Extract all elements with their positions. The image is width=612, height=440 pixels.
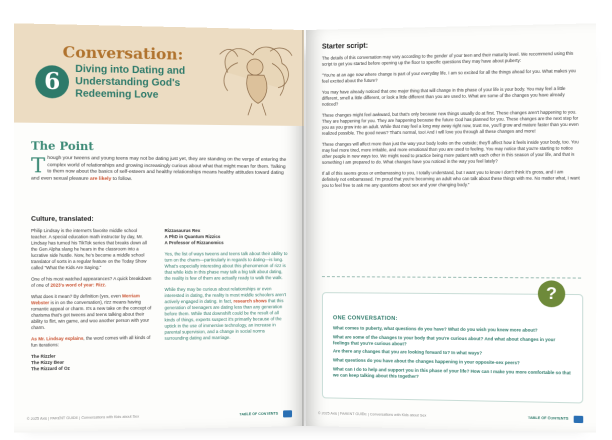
rizz-list	[31, 352, 154, 372]
question-item: What questions do you have about the changes happening in your opposite-sex peers?	[332, 357, 520, 366]
list-item: The Rizzler	[31, 353, 56, 360]
list-item: A Professor of Rizzanomics	[164, 240, 224, 246]
question-item: What comes to puberty, what questions do you have? What do you wish you knew more about?	[332, 325, 538, 333]
culture-column-1	[31, 228, 154, 378]
culture-heading: Culture, translated:	[31, 215, 94, 223]
question-list	[333, 325, 572, 385]
axis-logo-icon	[574, 416, 584, 423]
culture-text: , the word comes with all kinds of fun iterations:	[31, 334, 151, 348]
footer-text: © 2025 Axis | PARENT GUIDE | Conversations with Kids about Sex	[317, 411, 427, 418]
question-item: What are some of the changes to your body that you're curious about? And what about changes in your feelings that you're curious about?	[332, 334, 556, 346]
one-conversation-heading: ONE CONVERSATION:	[332, 315, 398, 322]
the-point-heading: The Point	[31, 139, 94, 154]
script-paragraph: If all of this seems gross or embarrassing to you, I totally understand, but I want you to know I don't think it's gross, and I am definitely not embarrassed. I'm proud that you're becoming an adult who can talk about these things with me. No matter what, I want you to feel free to ask me any questions about sex and your changing body."	[321, 169, 580, 188]
conversation-title: Conversation:	[62, 42, 184, 64]
culture-link[interactable]: Merriam Webster	[31, 293, 140, 306]
point-text-end: to follow.	[111, 176, 133, 182]
culture-column-2	[165, 228, 289, 347]
question-item: Are there any changes that you are looking forward to? In what ways?	[332, 348, 482, 356]
culture-text: that this generation of teenagers are dating less than any generation before them. While that downshift could be the result of all kinds of things, experts suspect it's primarily because of the uptick in the use of immersive technology, an increase in parental supervision, and a change in social norms surrounding dating and marriage.	[164, 298, 284, 341]
one-conversation-box	[322, 283, 583, 403]
script-paragraph: You may have already noticed that one major thing that will change in this phase of your life is your body. You may feel a little different, smell a little different, or look a little different than you are used to. What are some of the changes you have already noticed?	[321, 85, 566, 107]
script-paragraph: The details of this conversation may vary according to the gender of your teen and their maturity level. We recommend using this script to get you started before opening up the floor to specific questions they may have about puberty:	[321, 50, 574, 67]
culture-paragraph	[31, 276, 154, 289]
table-of-contents-link[interactable]: TABLE OF CONTENTS	[239, 411, 279, 417]
conversation-number: 6	[35, 65, 69, 99]
script-paragraph: These changes will affect more than just the way your body looks on the outside; they'll affect how it feels inside your body, too. You may feel more tired, more irritable, and more emotional than you are used to feeling. You may notice that you're starting to notice other people in new ways too. We might need to practice being more patient with each other in this season of your life, and that is something I am prepared to do. What changes have you noticed in the way you feel lately?	[321, 139, 579, 165]
culture-paragraph: Yes, the list of ways tweens and teens talk about their ability to turn on the charm—particularly in regards to dating—is long. What's especially interesting about this phenomenon of rizz is that while kids in this phase may talk a big talk about dating, the reality is few of them are actually ready to walk the walk.	[164, 251, 288, 281]
culture-link[interactable]: research shows	[233, 298, 267, 304]
culture-text: is in on the conversation), rizz means having romantic appeal or charm. It's a new take on the concept of charisma that's got tweens and teens talking about their ability to flirt, win game, and woo another person with your charm.	[31, 299, 152, 331]
rizz-list	[165, 228, 289, 246]
list-item: The Rizzy Bear	[31, 359, 64, 366]
section-divider	[322, 276, 581, 278]
point-text: hough your tweens and young teens may not be dating just yet, they are standing on the verge of entering the complex world of relationships and growing increasingly curious about what that might mean for them. Talking to them now about the basics of self-esteem and healthy relationships means healthy attitudes toward dating and even sexual pleasure	[31, 155, 287, 182]
axis-logo-icon	[283, 410, 292, 417]
culture-text: While they may be curious about relationships or even interested in dating, the reality is most middle schoolers aren't actively engaged in dating. In fact,	[164, 286, 286, 305]
starter-script-body	[322, 50, 581, 193]
page-footer	[27, 410, 292, 424]
culture-text: What does it mean? By definition (yes, even	[31, 293, 123, 300]
list-item: Rizzasaurus Rex	[164, 228, 201, 234]
left-page	[14, 23, 304, 432]
list-item: The Rizzard of Oz	[31, 365, 70, 372]
culture-paragraph	[165, 286, 289, 342]
question-item: What can I do to help and support you in this phase of your life? How can I make you more comfortable so that we can keep talking about this together?	[332, 366, 571, 379]
point-link[interactable]: are likely	[89, 176, 112, 182]
list-item: A PhD in Quantum Rizzics	[164, 234, 221, 240]
chapter-title: Diving into Dating and Understanding God's Redeeming Love	[75, 63, 186, 101]
page-footer	[318, 410, 583, 424]
right-page	[306, 23, 596, 432]
starter-script-heading: Starter script:	[321, 42, 369, 51]
culture-paragraph	[31, 335, 154, 349]
culture-link[interactable]: 2023's word of year: Rizz.	[50, 282, 107, 288]
culture-paragraph: Philip Lindsay is the internet's favorite middle school teacher. A special education math instructor by day, Mr. Lindsay has turned his TikTok series that breaks down all the Gen Alpha slang he hears in the classroom into a lucrative side hustle. Now, he's become a middle school translator of sorts in a regular feature on the Today Show called "What the Kids Are Saying."	[31, 228, 147, 271]
culture-paragraph	[31, 293, 154, 331]
question-mark-icon: ?	[538, 280, 565, 307]
the-point-body	[31, 152, 290, 185]
footer-text: © 2025 Axis | PARENT GUIDE | Conversations with Kids about Sex	[26, 414, 140, 422]
script-paragraph: These changes might feel awkward, but that's only because new things usually do at first. These changes aren't happening to you. They are happening for you. They are happening because the future God has planned for you. These changes are the next step for you as you grow into an adult. While that may feel a long way away right now, trust me, you'll grow and mature faster than you even realized possible. The good news? That's normal, too! And I will love you through all these changes and more!	[321, 109, 579, 136]
culture-link[interactable]: As Mr. Lindsay explains	[31, 335, 84, 342]
culture-text: One of his most watched appearances? A quick breakdown of one of	[31, 275, 152, 288]
script-paragraph: "You're at an age now where change is part of your everyday life. I am so excited for all the things ahead for you. What makes you feel excited about the future?	[321, 68, 576, 84]
table-of-contents-link[interactable]: TABLE OF CONTENTS	[527, 415, 569, 421]
drop-cap: T	[31, 152, 46, 178]
open-booklet	[22, 30, 588, 426]
